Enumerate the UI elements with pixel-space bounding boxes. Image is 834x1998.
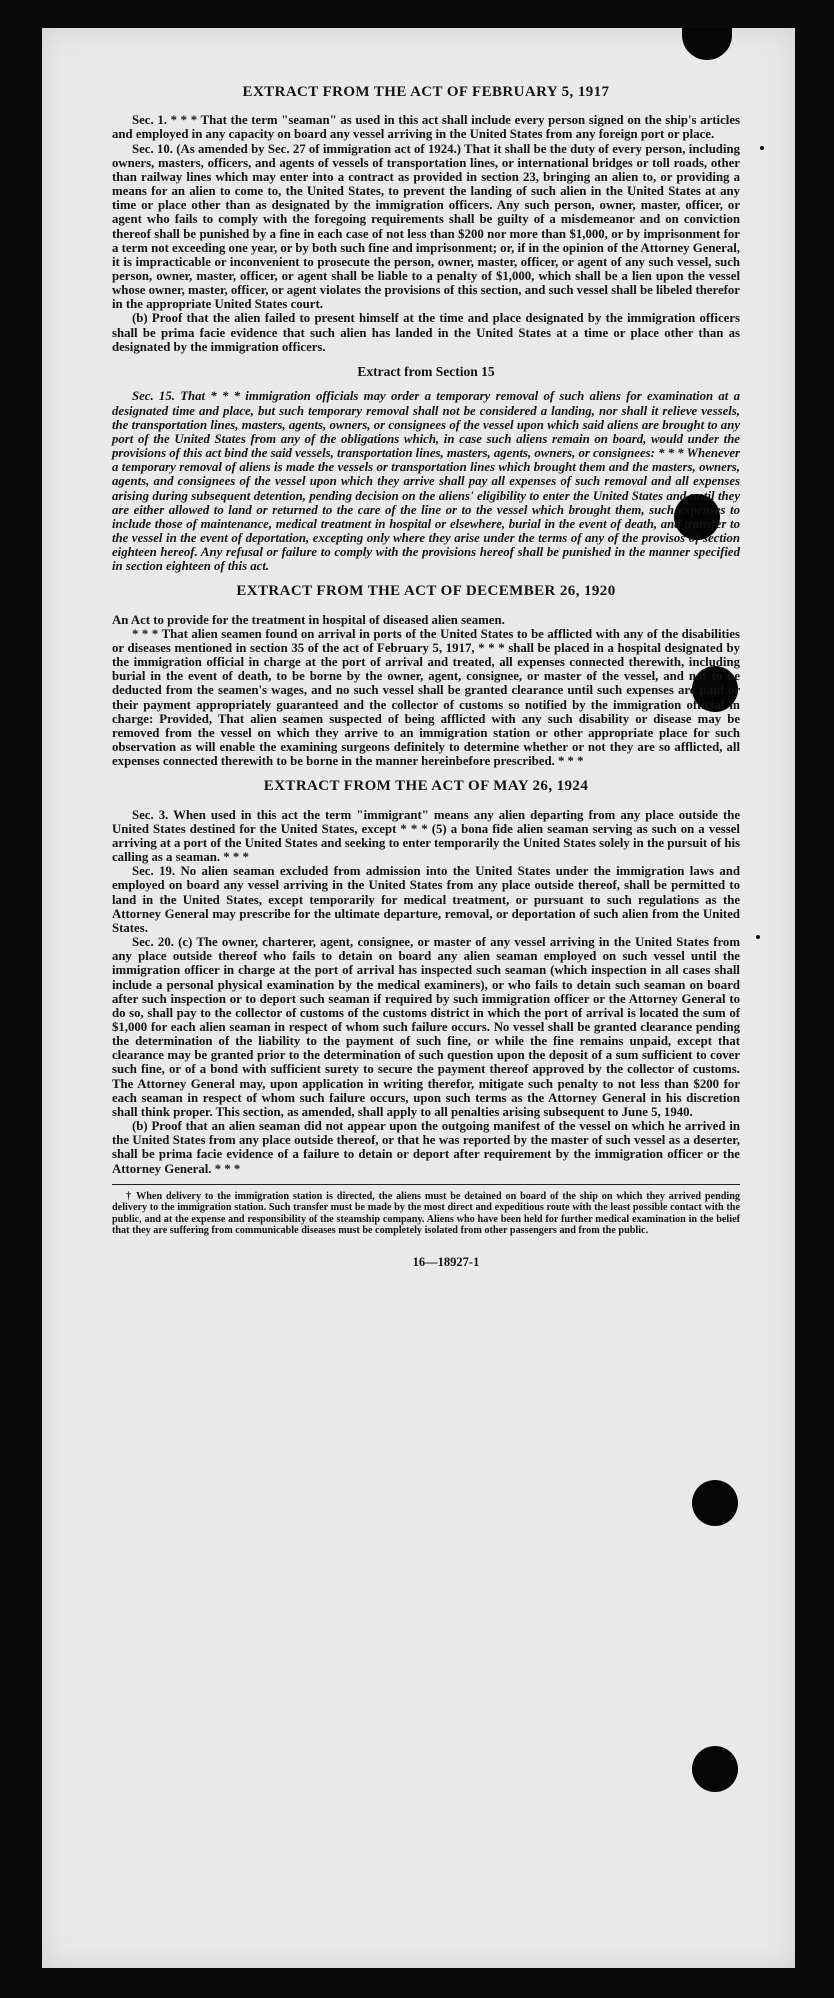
section-heading: EXTRACT FROM THE ACT OF MAY 26, 1924	[263, 778, 589, 795]
section-paragraph: Sec. 20. (c) The owner, charterer, agent, consignee, or master of any vessel arriving in the United States from any place outside thereof who fails to detain on board any alien seaman employed on such vessel until the immigration officer in charge at the port of arrival has inspected such seaman (which inspection in all cases shall include a personal physical examination by the medical examiners), or who fails to detain such seaman on board after such inspection or to deport such seaman if required by such immigration officer or the Attorney General to do so, shall pay to the collector of customs of the customs district in which the port of arrival is located the sum of $1,000 for each alien seaman in respect of whom such failure occurs. No vessel shall be granted clearance pending the determination of the liability to the payment of such fine, or while the fine remains unpaid, except that clearance may be granted prior to the determination of such question upon the deposit of a sum sufficient to cover such fine, or of a bond with sufficient surety to secure the payment thereof approved by the collector of customs. The Attorney General may, upon application in writing therefor, mitigate such penalty to not less than $200 for each seaman in respect of whom such failure occurs, upon such terms as the Attorney General in his discretion shall think proper. This section, as amended, shall apply to all penalties arising subsequent to June 5, 1940.	[112, 935, 740, 1119]
section-paragraph: Sec. 1. * * * That the term "seaman" as used in this act shall include every person signed on the ship's articles and employed in any capacity on board any vessel arriving in the United States from any foreign port or place.	[112, 113, 740, 142]
section-paragraph: Sec. 10. (As amended by Sec. 27 of immigration act of 1924.) That it shall be the duty of every person, including owners, masters, officers, and agents of vessels of transportation lines, or international bridges or toll roads, other than railway lines which may enter into a contract as provided in section 23, bringing an alien to, or providing a means for an alien to come to, the United States, to prevent the landing of such alien in the United States at any time or place other than as designated by the immigration officers. Any such person, owner, master, officer, or agent who fails to comply with the foregoing requirements shall be guilty of a misdemeanor and on conviction thereof shall be punished by a fine in each case of not less than $200 nor more than $1,000, or by imprisonment for a term not exceeding one year, or by both such fine and imprisonment; or, if in the opinion of the Attorney General, it is impracticable or inconvenient to prosecute the person, owner, master, officer, or agent of any such vessel, such person, owner, master, officer, or agent shall be liable to a penalty of $1,000, which shall be a lien upon the vessel whose owner, master, officer, or agent violates the provisions of this section, and such vessel shall be libeled therefor in the appropriate United States court.	[112, 141, 740, 312]
section-heading: EXTRACT FROM THE ACT OF DECEMBER 26, 1920	[236, 583, 616, 600]
binder-hole	[682, 28, 732, 60]
section-paragraph: An Act to provide for the treatment in hospital of diseased alien seamen.	[112, 612, 505, 627]
section-paragraph: Sec. 15. That * * * immigration officials may order a temporary removal of such aliens for examination at a designated time and place, but such temporary removal shall not be considered a landing, nor shall it relieve vessels, the transportation lines, masters, agents, owners, or consignees of the vessel upon which said aliens are brought to any port of the United States from any of the obligations which, in case such aliens remain on board, would under the provisions of this act bind the said vessels, transportation lines, masters, agents, owners, or consignees: * * * Whenever a temporary removal of aliens is made the vessels or transportation lines which brought them and the masters, owners, agents, and consignees of the vessel upon which they arrive shall pay all expenses of such removal and all expenses arising during subsequent detention, pending decision on the aliens' eligibility to enter the United States and until they are either allowed to land or returned to the care of the line or to the vessel which brought them, such expenses to include those of maintenance, medical treatment in hospital or elsewhere, burial in the event of death, and transfer to the vessel in the event of deportation, excepting only where they arise under the terms of any of the provisos of section eighteen hereof. Any refusal or failure to comply with the provisions hereof shall be punished in the manner specified in section eighteen of this act.	[112, 389, 740, 574]
document-page	[42, 28, 795, 1968]
footnote: † When delivery to the immigration station is directed, the aliens must be detained on board of the ship on which they arrived pending delivery to the immigration station. Such transfer must be made by the most direct and expeditious route with the least possible contact with the public, and at the expense and responsibility of the steamship company. Aliens who have been held for further medical examination in the belief that they are suffering from communicable diseases must be completely isolated from other passengers and from the public.	[112, 1190, 740, 1237]
section-paragraph: (b) Proof that an alien seaman did not appear upon the outgoing manifest of the vessel on which he arrived in the United States from any place outside thereof, or that he was reported by the master of such vessel as a deserter, shall be prima facie evidence of a failure to detain or deport after requirement by the immigration officer or the Attorney General. * * *	[112, 1119, 740, 1176]
section-subheading: Extract from Section 15	[357, 363, 495, 379]
document-body	[112, 84, 740, 1270]
section-heading: EXTRACT FROM THE ACT OF FEBRUARY 5, 1917	[242, 84, 610, 100]
binder-hole	[692, 1746, 738, 1792]
speck	[756, 935, 760, 939]
footnote-divider	[112, 1184, 740, 1185]
form-number: 16—18927-1	[412, 1254, 480, 1269]
binder-hole	[692, 1480, 738, 1526]
section-paragraph: Sec. 19. No alien seaman excluded from admission into the United States under the immigration laws and employed on board any vessel arriving in the United States from any place outside thereof, shall be permitted to land in the United States, except temporarily for medical treatment, or pursuant to such regulations as the Attorney General may prescribe for the ultimate departure, removal, or deportation of such alien from the United States.	[112, 864, 740, 935]
section-paragraph: (b) Proof that the alien failed to present himself at the time and place designated by the immigration officers shall be prima facie evidence that such alien has landed in the United States at a time or place other than as designated by the immigration officers.	[112, 311, 740, 354]
speck	[760, 146, 764, 150]
section-paragraph: Sec. 3. When used in this act the term "immigrant" means any alien departing from any place outside the United States destined for the United States, except * * * (5) a bona fide alien seaman serving as such on a vessel arriving at a port of the United States and seeking to enter temporarily the United States solely in the pursuit of his calling as a seaman. * * *	[112, 807, 740, 865]
section-paragraph: * * * That alien seamen found on arrival in ports of the United States to be afflicted with any of the disabilities or diseases mentioned in section 35 of the act of February 5, 1917, * * * shall be placed in a hospital designated by the immigration official in charge at the port of arrival and treated, all expenses connected therewith, including burial in the event of death, to be borne by the owner, agent, consignee, or master of the vessel, and not to be deducted from the seamen's wages, and no such vessel shall be granted clearance until such expenses are paid or their payment appropriately guaranteed and the collector of customs so notified by the immigration official in charge: Provided, That alien seamen suspected of being afflicted with any such disability or disease may be removed from the vessel on which they arrive to an immigration station or other appropriate place for such observation as will enable the examining surgeons definitely to determine whether or not they are so afflicted, all expenses connected therewith to be borne in the manner hereinbefore prescribed. * * *	[112, 626, 740, 769]
